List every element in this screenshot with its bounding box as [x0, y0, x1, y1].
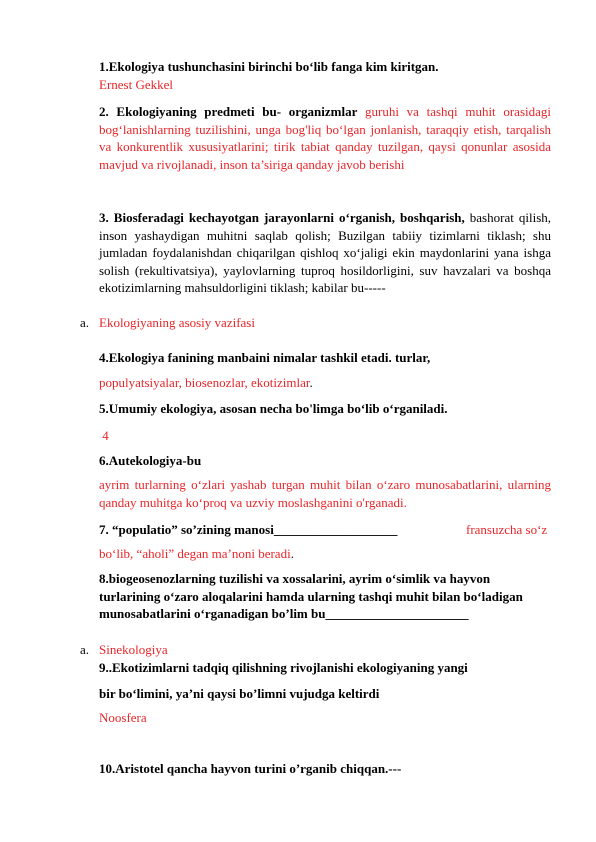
answer-1: Ernest Gekkel [99, 77, 174, 92]
question-3: 3. Biosferadagi kechayotgan jarayonlarni o‘rganish, boshqarish, [99, 210, 465, 225]
answer-4-line [99, 374, 551, 392]
answer-8-marker: a. [80, 642, 90, 657]
answer-5: 4 [99, 428, 109, 443]
question-6: 6.Autekologiya-bu [99, 453, 202, 468]
answer-7-part2: bo‘lib, “aholi” degan ma’noni beradi [99, 546, 291, 561]
question-2-block [99, 103, 551, 173]
question-5: 5.Umumiy ekologiya, asosan necha bo'limga bo‘lib o‘rganiladi. [99, 401, 448, 416]
question-9-line1: 9..Ekotizimlarni tadqiq qilishning rivojlanishi ekologiyaning yangi [99, 660, 468, 675]
answer-7-tail: . [290, 546, 294, 561]
question-1: 1.Ekologiya tushunchasini birinchi bo‘lib fanga kim kiritgan. [99, 59, 439, 74]
answer-3-marker: a. [80, 315, 90, 330]
answer-6: ayrim turlarning o‘zlari yashab turgan muhit bilan o‘zaro munosabatlarini, ularning qanday muhitga ko‘proq va uzviy moslashganini o'rganadi. [99, 477, 551, 510]
answer-9: Noosfera [99, 710, 147, 725]
question-8: 8.biogeosenozlarning tuzilishi va xossalarini, ayrim o‘simlik va hayvon turlarining o‘zaro aloqalarini hamda ularning tashqi muhit bilan bo‘ladigan munosabatlarini o‘rganadigan bo’lim bu______________________ [99, 571, 523, 621]
answer-7-part1: fransuzcha so‘z [466, 522, 548, 537]
answer-3: Ekologiyaning asosiy vazifasi [99, 315, 255, 330]
answer-4: populyatsiyalar, biosenozlar, ekotizimlar [99, 375, 310, 390]
question-2: 2. Ekologiyaning predmeti bu- organizmlar [99, 104, 358, 119]
question-7-line [99, 521, 551, 539]
question-3-text: bashorat qilish, inson yashaydigan muhitni saqlab qolish; Buzilgan tabiiy tizimlarni tiklash; shu jumladan foydalanishdan chiqarilgan qishloq xo‘jaligi ekin maydonlarini yana ishga solish (rekultivatsiya), yaylovlarning tuproq hosildorligini, suv havzalari va boshqa ekotizimlarning mahsuldorligini tiklash; kabilar bu----- [99, 210, 551, 295]
answer-4-tail: . [309, 375, 313, 390]
question-3-block [99, 209, 551, 297]
answer-8: Sinekologiya [99, 642, 168, 657]
question-9-line2: bir bo‘limini, ya’ni qaysi bo’limni vujudga keltirdi [99, 686, 380, 701]
question-4: 4.Ekologiya fanining manbaini nimalar tashkil etadi. turlar, [99, 350, 431, 365]
question-7: 7. “populatio” so’zining manosi___________________ [99, 522, 398, 537]
answer-2: guruhi va tashqi muhit orasidagi bog‘lanishlarning tuzilishini, unga bog'liq bo‘lgan jonlanish, taraqqiy etish, tarqalish va konkurentlik xususiyatlarini; tirik tabiat qanday tuzilgan, qaysi qonunlar asosida mavjud va rivojlanadi, inson ta’siriga qanday javob berishi [99, 104, 551, 172]
answer-7-line [99, 545, 551, 563]
question-10: 10.Aristotel qancha hayvon turini o’rganib chiqqan.--- [99, 761, 402, 776]
